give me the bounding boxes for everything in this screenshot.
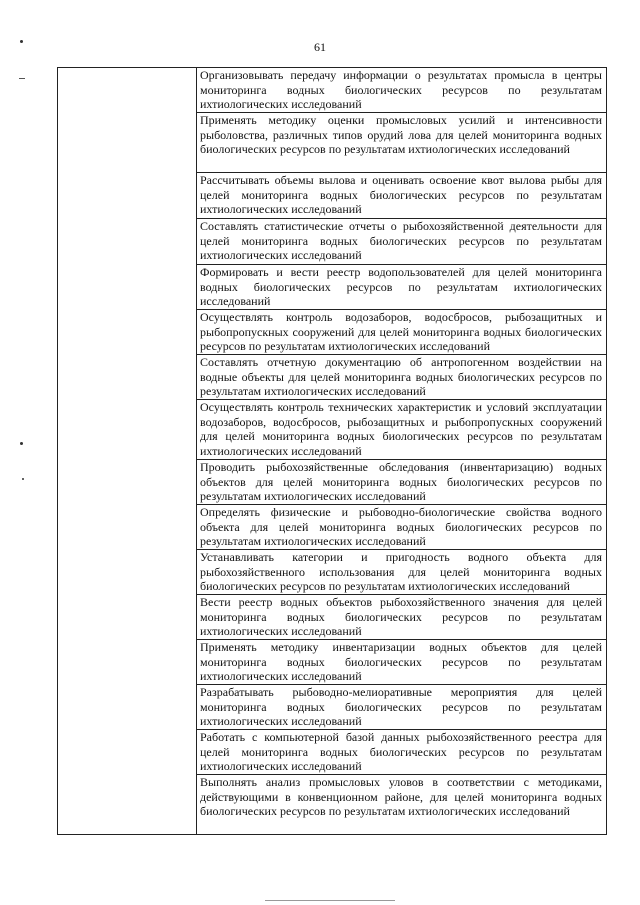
scan-speck <box>22 478 24 480</box>
table-cell <box>197 113 607 173</box>
cell-text: Разрабатывать рыбоводно-мелиоративные мероприятия для целей мониторинга водных биологических ресурсов по результатам ихтиологических исследований <box>200 685 602 729</box>
cell-text: Составлять отчетную документацию об антропогенном воздействии на водные объекты для целей мониторинга водных биологических ресурсов по результатам ихтиологических исследований <box>200 355 602 399</box>
table-cell <box>197 400 607 460</box>
scan-speck <box>20 40 23 43</box>
cell-text: Устанавливать категории и пригодность водного объекта для рыбохозяйственного использования для целей мониторинга водных биологических ресурсов по результатам ихтиологических исследований <box>200 550 602 594</box>
scan-speck <box>20 442 23 445</box>
table-cell <box>197 685 607 730</box>
table-cell <box>197 460 607 505</box>
cell-text: Проводить рыбохозяйственные обследования (инвентаризацию) водных объектов для целей мониторинга водных биологических ресурсов по результатам ихтиологических исследований <box>200 460 602 504</box>
table-row <box>58 68 607 113</box>
cell-text: Рассчитывать объемы вылова и оценивать освоение квот вылова рыбы для целей мониторинга водных биологических ресурсов по результатам ихтиологических исследований <box>200 173 602 217</box>
cell-text: Составлять статистические отчеты о рыбохозяйственной деятельности для целей мониторинга водных биологических ресурсов по результатам ихтиологических исследований <box>200 219 602 263</box>
cell-text: Выполнять анализ промысловых уловов в соответствии с методиками, действующими в конвенционном районе, для целей мониторинга водных биологических ресурсов по результатам ихтиологических исследований <box>200 775 602 819</box>
cell-text: Применять методику инвентаризации водных объектов для целей мониторинга водных биологических ресурсов по результатам ихтиологических исследований <box>200 640 602 684</box>
competency-table <box>57 67 607 835</box>
page-number: 61 <box>314 40 326 54</box>
table-cell <box>197 265 607 310</box>
cell-text: Организовывать передачу информации о результатах промысла в центры мониторинга водных биологических ресурсов по результатам ихтиологических исследований <box>200 68 602 112</box>
cell-text: Определять физические и рыбоводно-биологические свойства водного объекта для целей мониторинга водных биологических ресурсов по результатам ихтиологических исследований <box>200 505 602 549</box>
cell-text: Работать с компьютерной базой данных рыбохозяйственного реестра для целей мониторинга водных биологических ресурсов по результатам ихтиологических исследований <box>200 730 602 774</box>
cell-text: Применять методику оценки промысловых усилий и интенсивности рыболовства, различных типов орудий лова для целей мониторинга водных биологических ресурсов по результатам ихтиологических исследований <box>200 113 602 157</box>
table-cell <box>197 355 607 400</box>
table-cell <box>197 219 607 265</box>
scan-bottom-edge <box>265 900 395 901</box>
table-cell <box>197 775 607 835</box>
cell-text: Формировать и вести реестр водопользователей для целей мониторинга водных биологических ресурсов по результатам ихтиологических исследований <box>200 265 602 309</box>
table-cell <box>197 595 607 640</box>
cell-text: Осуществлять контроль технических характеристик и условий эксплуатации водозаборов, водосбросов, рыбозащитных и рыбопропускных сооружений для целей мониторинга водных биологических ресурсов по результатам ихтиологических исследований <box>200 400 602 458</box>
table-cell <box>197 730 607 775</box>
cell-text: Осуществлять контроль водозаборов, водосбросов, рыбозащитных и рыбопропускных сооружений для целей мониторинга водных биологических ресурсов по результатам ихтиологических исследований <box>200 310 602 354</box>
table-cell <box>197 310 607 355</box>
cell-text: Вести реестр водных объектов рыбохозяйственного значения для целей мониторинга водных биологических ресурсов по результатам ихтиологических исследований <box>200 595 602 639</box>
table-cell <box>197 640 607 685</box>
left-column-cell <box>58 68 197 835</box>
table-cell <box>197 173 607 219</box>
table-cell <box>197 505 607 550</box>
scan-speck <box>19 78 25 79</box>
table-cell <box>197 68 607 113</box>
table-cell <box>197 550 607 595</box>
